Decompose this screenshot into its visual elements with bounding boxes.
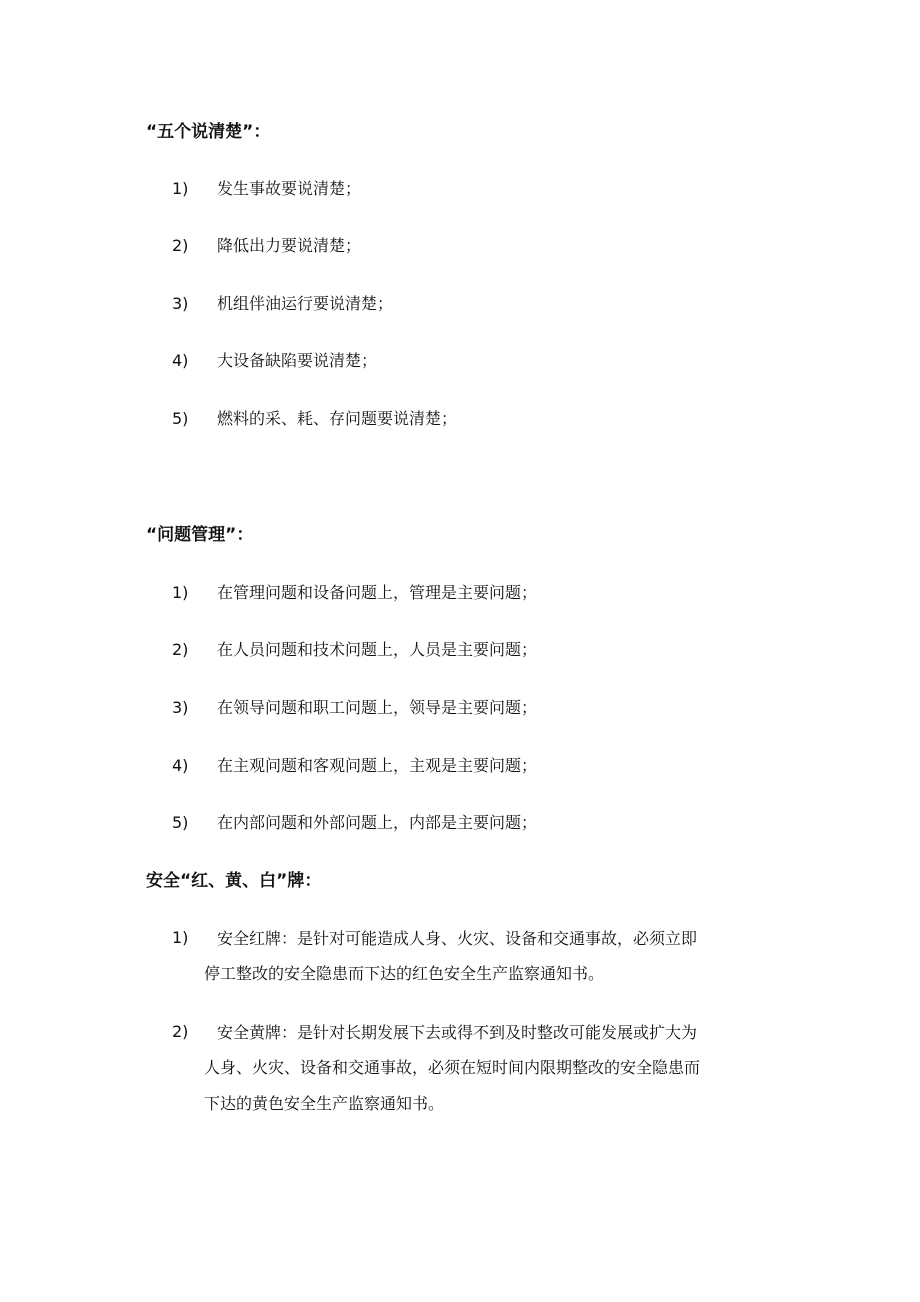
section-heading-problem-management: “问题管理”： [146,525,254,545]
item-text: 燃料的采、耗、存问题要说清楚； [217,409,458,428]
item-text: 在管理问题和设备问题上，管理是主要问题； [217,583,538,602]
item-number: 5) [172,813,189,832]
item-number: 1) [172,928,189,947]
item-text: 在领导问题和职工问题上，领导是主要问题； [217,698,538,717]
item-number: 1) [172,583,189,602]
item-number: 4) [172,351,189,370]
item-text-line: 安全红牌：是针对可能造成人身、火灾、设备和交通事故，必须立即 [217,929,698,948]
item-number: 4) [172,756,189,775]
item-text-line: 安全黄牌：是针对长期发展下去或得不到及时整改可能发展或扩大为 [217,1023,698,1042]
item-number: 3) [172,294,189,313]
item-text: 发生事故要说清楚； [217,179,362,198]
item-number: 3) [172,698,189,717]
item-text-line: 下达的黄色安全生产监察通知书。 [204,1094,445,1113]
section-heading-five-clarifications: “五个说清楚”： [146,122,271,142]
item-text: 在主观问题和客观问题上，主观是主要问题； [217,756,538,775]
item-number: 2) [172,236,189,255]
item-text: 大设备缺陷要说清楚； [217,351,378,370]
item-text: 在内部问题和外部问题上，内部是主要问题； [217,813,538,832]
item-number: 5) [172,409,189,428]
item-text-line: 停工整改的安全隐患而下达的红色安全生产监察通知书。 [204,964,605,983]
item-text: 降低出力要说清楚； [217,236,362,255]
item-number: 1) [172,179,189,198]
item-number: 2) [172,1022,189,1041]
section-heading-safety-cards: 安全“红、黄、白”牌： [146,871,322,891]
item-number: 2) [172,640,189,659]
item-text: 在人员问题和技术问题上，人员是主要问题； [217,640,538,659]
item-text: 机组伴油运行要说清楚； [217,294,394,313]
item-text-line: 人身、火灾、设备和交通事故，必须在短时间内限期整改的安全隐患而 [204,1058,701,1077]
